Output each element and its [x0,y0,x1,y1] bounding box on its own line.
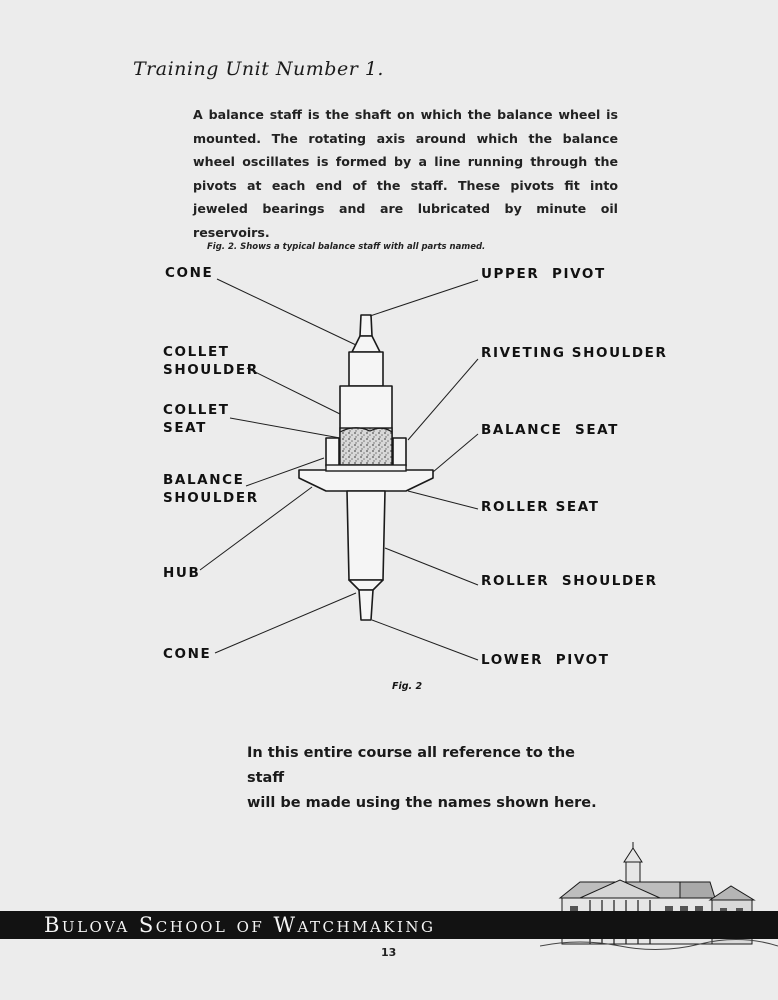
label-upper-pivot: UPPER PIVOT [481,266,606,282]
label-roller-seat: ROLLER SEAT [481,499,600,515]
intro-paragraph: A balance staff is the shaft on which the balance wheel is mounted. The rotating axis around which the balance wheel oscillates is formed by a line running through the pivots at each end of the staff. These pivots fit into jeweled bearings and are lubricated by minute oil reservoirs. [193,107,618,240]
page-number: 13 [381,946,397,959]
closing-line-2: will be made using the names shown here. [247,795,597,811]
label-collet-seat-1: COLLET [163,402,230,418]
label-balance-shoulder-1: BALANCE [163,472,245,488]
upper-pivot-shape [360,315,372,336]
balance-seat-shape [326,438,339,466]
lower-pivot-shape [359,590,373,620]
label-riveting-shoulder: RIVETING SHOULDER [481,345,668,361]
closing-line-1: In this entire course all reference to the staff [247,745,576,786]
page-title: Training Unit Number 1. [133,58,384,80]
roller-seat-shape [347,491,385,580]
figure-caption: Fig. 2. Shows a typical balance staff with all parts named. [207,242,486,252]
collet-shoulder-shape [349,352,383,386]
label-collet-seat-2: SEAT [163,420,207,436]
label-cone-bottom: CONE [163,646,212,662]
roller-shoulder-shape [349,580,383,590]
label-balance-seat: BALANCE SEAT [481,422,619,438]
balance-shoulder-shape [299,470,433,491]
label-collet-shoulder-2: SHOULDER [163,362,259,378]
label-roller-shoulder: ROLLER SHOULDER [481,573,658,589]
label-collet-shoulder-1: COLLET [163,344,230,360]
closing-note [247,741,607,816]
label-hub: HUB [163,565,201,581]
label-cone-top: CONE [165,265,214,281]
label-balance-shoulder-2: SHOULDER [163,490,259,506]
upper-cone-shape [352,336,380,352]
label-lower-pivot: LOWER PIVOT [481,652,610,668]
collet-stipple [340,428,392,465]
school-name: Bulova School of Watchmaking [44,913,436,937]
figure-label: Fig. 2 [392,681,423,692]
